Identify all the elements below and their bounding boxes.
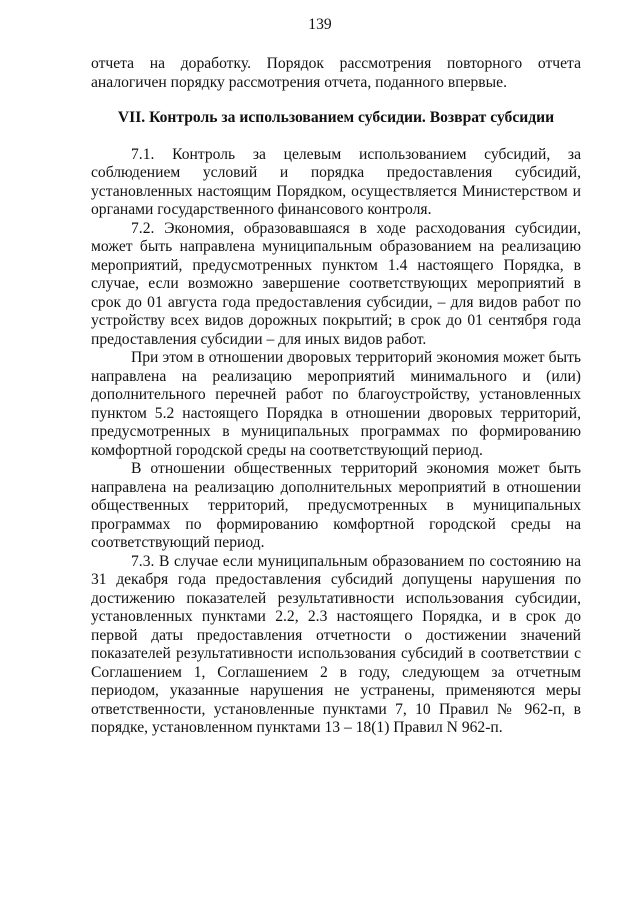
document-body: [91, 55, 581, 738]
paragraph-7-3: 7.3. В случае если муниципальным образованием по состоянию на 31 декабря года предоставления субсидий допущены нарушения по достижению показателей результативности использования субсидии, установленных пунктами 2.2, 2.3 настоящего Порядка, и в срок до первой даты предоставления отчетности о достижении значений показателей результативности использования субсидий в соответствии с Соглашением 1, Соглашением 2 в году, следующем за отчетным периодом, указанные нарушения не устранены, применяются меры ответственности, установленные пунктами 7, 10 Правил № 962-п, в порядке, установленном пунктами 13 – 18(1) Правил N 962-п.: [91, 552, 581, 736]
section-heading: VII. Контроль за использованием субсидии. Возврат субсидии: [117, 109, 555, 126]
paragraph-public-territories: В отношении общественных территорий экономия может быть направлена на реализацию дополнительных мероприятий в отношении общественных территорий, предусмотренных в муниципальных программах по формированию комфортной городской среды на соответствующий период.: [91, 460, 581, 551]
paragraph-7-2: 7.2. Экономия, образовавшаяся в ходе расходования субсидии, может быть направлена муниципальным образованием на реализацию мероприятий, предусмотренных пунктом 1.4 настоящего Порядка, в случае, если возможно завершение соответствующих мероприятий в срок до 01 августа года предоставления субсидии, – для видов работ по устройству всех видов дорожных покрытий; в срок до 01 сентября года предоставления субсидии – для иных видов работ.: [91, 219, 581, 348]
page-number: 139: [308, 16, 332, 33]
intro-paragraph: отчета на доработку. Порядок рассмотрения повторного отчета аналогичен порядку рассмотрения отчета, поданного впервые.: [91, 55, 581, 91]
paragraph-yard-territories: При этом в отношении дворовых территорий экономия может быть направлена на реализацию мероприятий минимального и (или) дополнительного перечней работ по благоустройству, установленных пунктом 5.2 настоящего Порядка в отношении дворовых территорий, предусмотренных в муниципальных программах по формированию комфортной городской среды на соответствующий период.: [91, 349, 581, 459]
paragraph-7-1: 7.1. Контроль за целевым использованием субсидий, за соблюдением условий и порядка предоставления субсидий, установленных настоящим Порядком, осуществляется Министерством и органами государственного финансового контроля.: [91, 145, 581, 218]
